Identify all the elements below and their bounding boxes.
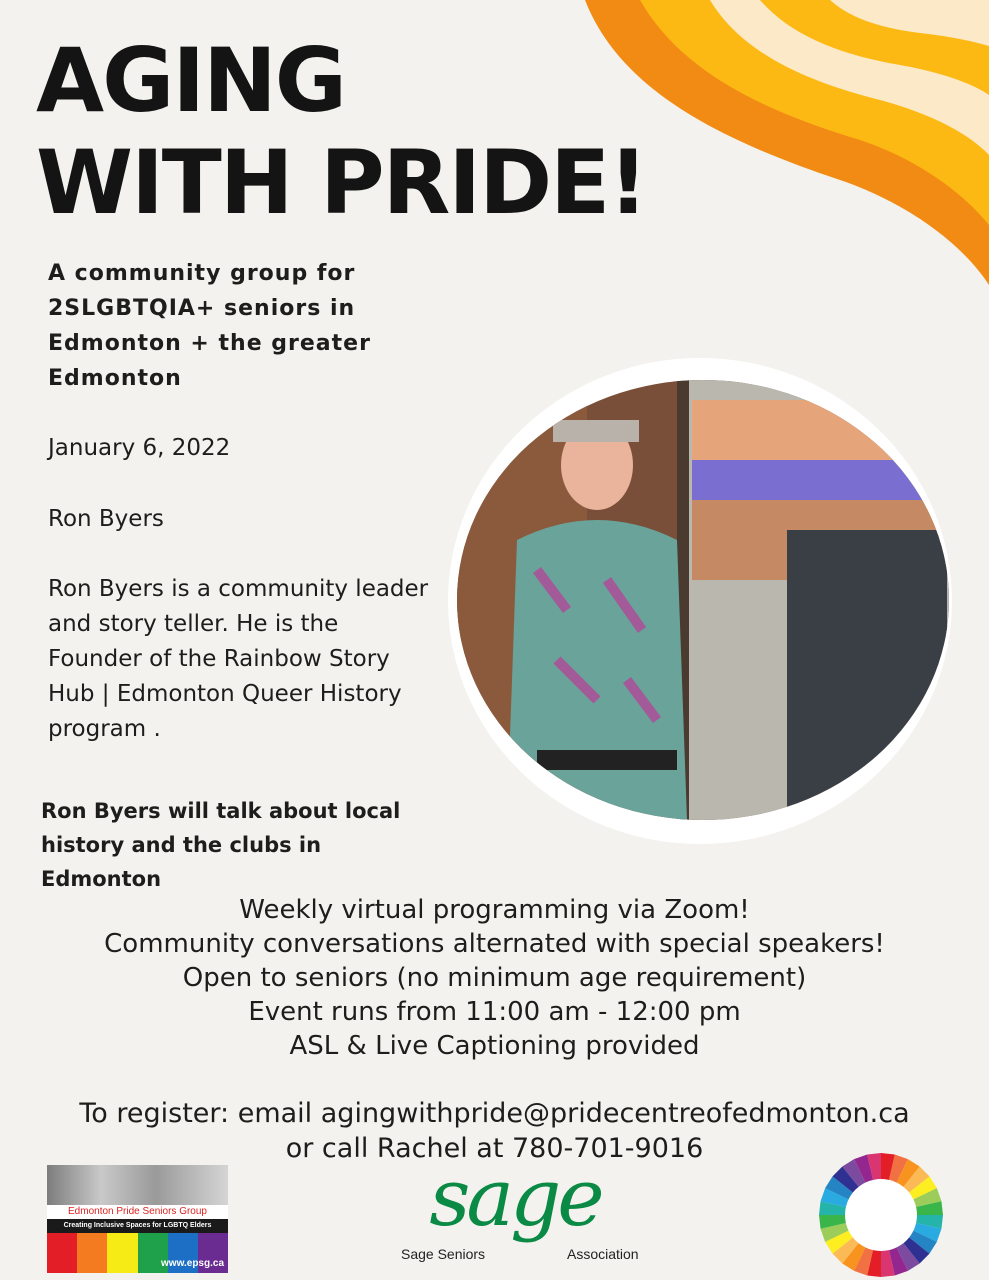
- title-line-1: AGING: [36, 29, 345, 132]
- event-date: January 6, 2022: [48, 435, 231, 461]
- sage-logo: [395, 1151, 655, 1278]
- speaker-bio: Ron Byers is a community leader and story teller. He is the Founder of the Rainbow Story Hub | Edmonton Queer History program .: [48, 576, 429, 742]
- epsg-tagline: Creating Inclusive Spaces for LGBTQ Elders: [47, 1219, 228, 1233]
- epsg-photo-strip: [47, 1165, 228, 1205]
- sage-wordmark: sage: [429, 1151, 601, 1244]
- program-line: ASL & Live Captioning provided: [289, 1031, 700, 1061]
- talk-description: Ron Byers will talk about local history and the clubs in Edmonton: [41, 799, 401, 891]
- program-line: Community conversations alternated with special speakers!: [104, 929, 885, 959]
- speaker-name: Ron Byers: [48, 506, 164, 532]
- program-line: Open to seniors (no minimum age requirement): [182, 963, 807, 993]
- rainbow-ring-logo: [818, 1152, 944, 1278]
- program-line: Event runs from 11:00 am - 12:00 pm: [248, 997, 741, 1027]
- program-details: [0, 893, 989, 1063]
- program-line: Weekly virtual programming via Zoom!: [239, 895, 750, 925]
- title-line-2: WITH PRIDE!: [36, 131, 647, 234]
- page-title: [36, 30, 646, 234]
- sage-right-text: Association: [567, 1246, 639, 1262]
- register-phone-line[interactable]: or call Rachel at 780-701-9016: [285, 1133, 704, 1164]
- epsg-logo: [47, 1165, 228, 1273]
- sage-left-text: Sage Seniors: [401, 1246, 486, 1262]
- epsg-name: Edmonton Pride Seniors Group: [47, 1205, 228, 1219]
- speaker-photo: [457, 380, 949, 820]
- epsg-url: www.epsg.ca: [161, 1258, 224, 1269]
- subtitle: A community group for 2SLGBTQIA+ seniors in Edmonton + the greater Edmonton: [48, 261, 371, 391]
- register-email-line[interactable]: To register: email agingwithpride@pridecentreofedmonton.ca: [79, 1098, 910, 1129]
